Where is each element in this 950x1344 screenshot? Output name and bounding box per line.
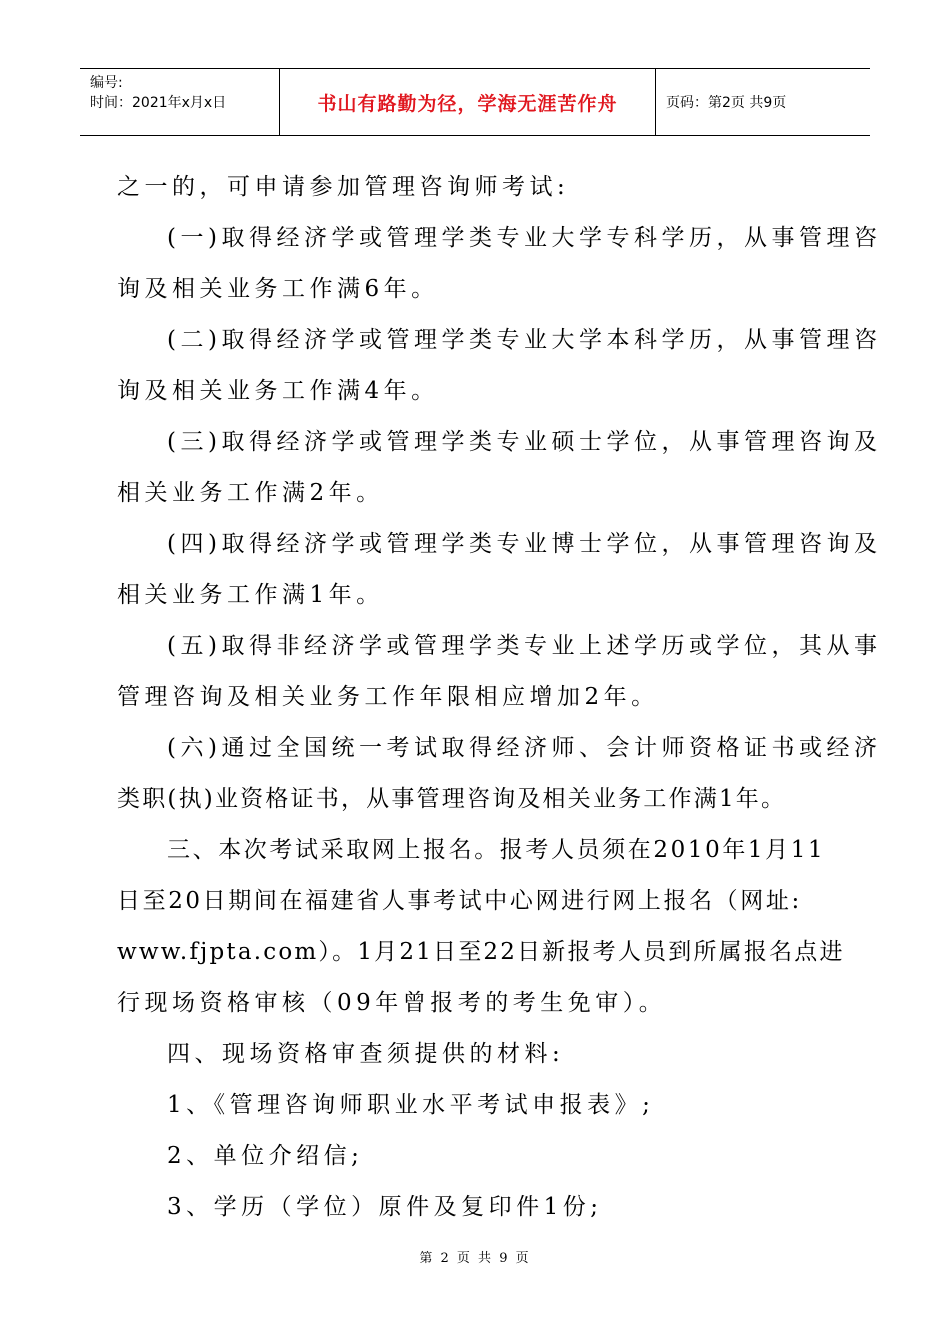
body-line: 相关业务工作满2年。 <box>117 480 384 506</box>
body-line: 三、本次考试采取网上报名。报考人员须在2010年1月11 <box>167 837 826 863</box>
body-line: www.fjpta.com）。1月21日至22日新报考人员到所属报名点进 <box>117 939 845 965</box>
body-line: 四、现场资格审查须提供的材料: <box>167 1041 565 1067</box>
body-line: 相关业务工作满1年。 <box>117 582 384 608</box>
header-meta <box>80 69 280 135</box>
page-footer: 第 2 页 共 9 页 <box>419 1251 531 1266</box>
serial-number-label: 编号: <box>90 75 123 91</box>
header-motto: 书山有路勤为径，学海无涯苦作舟 <box>280 69 656 135</box>
body-line: (五)取得非经济学或管理学类专业上述学历或学位，其从事 <box>167 633 882 659</box>
body-line: 日至20日期间在福建省人事考试中心网进行网上报名（网址: <box>117 888 802 914</box>
body-line: 询及相关业务工作满4年。 <box>117 378 439 404</box>
body-line: 3、学历（学位）原件及复印件1份; <box>167 1194 603 1220</box>
header-page-info: 页码：第2页 共9页 <box>666 95 787 111</box>
body-line: 管理咨询及相关业务工作年限相应增加2年。 <box>117 684 659 710</box>
body-line: (二)取得经济学或管理学类专业大学本科学历，从事管理咨 <box>167 327 882 353</box>
body-line: (一)取得经济学或管理学类专业大学专科学历，从事管理咨 <box>167 225 882 251</box>
document-body <box>117 162 882 1233</box>
body-line: 询及相关业务工作满6年。 <box>117 276 439 302</box>
page-header <box>80 68 870 136</box>
body-line: (四)取得经济学或管理学类专业博士学位，从事管理咨询及 <box>167 531 882 557</box>
body-line: 行现场资格审核（09年曾报考的考生免审）。 <box>117 990 667 1016</box>
body-line: 1、《管理咨询师职业水平考试申报表》; <box>167 1092 655 1118</box>
body-line: (三)取得经济学或管理学类专业硕士学位，从事管理咨询及 <box>167 429 882 455</box>
body-line: 2、单位介绍信; <box>167 1143 364 1169</box>
body-line: (六)通过全国统一考试取得经济师、会计师资格证书或经济 <box>167 735 882 761</box>
body-line: 类职(执)业资格证书，从事管理咨询及相关业务工作满1年。 <box>117 786 787 812</box>
time-label: 时间：2021年x月x日 <box>90 95 227 111</box>
body-line: 之一的，可申请参加管理咨询师考试: <box>117 174 570 200</box>
